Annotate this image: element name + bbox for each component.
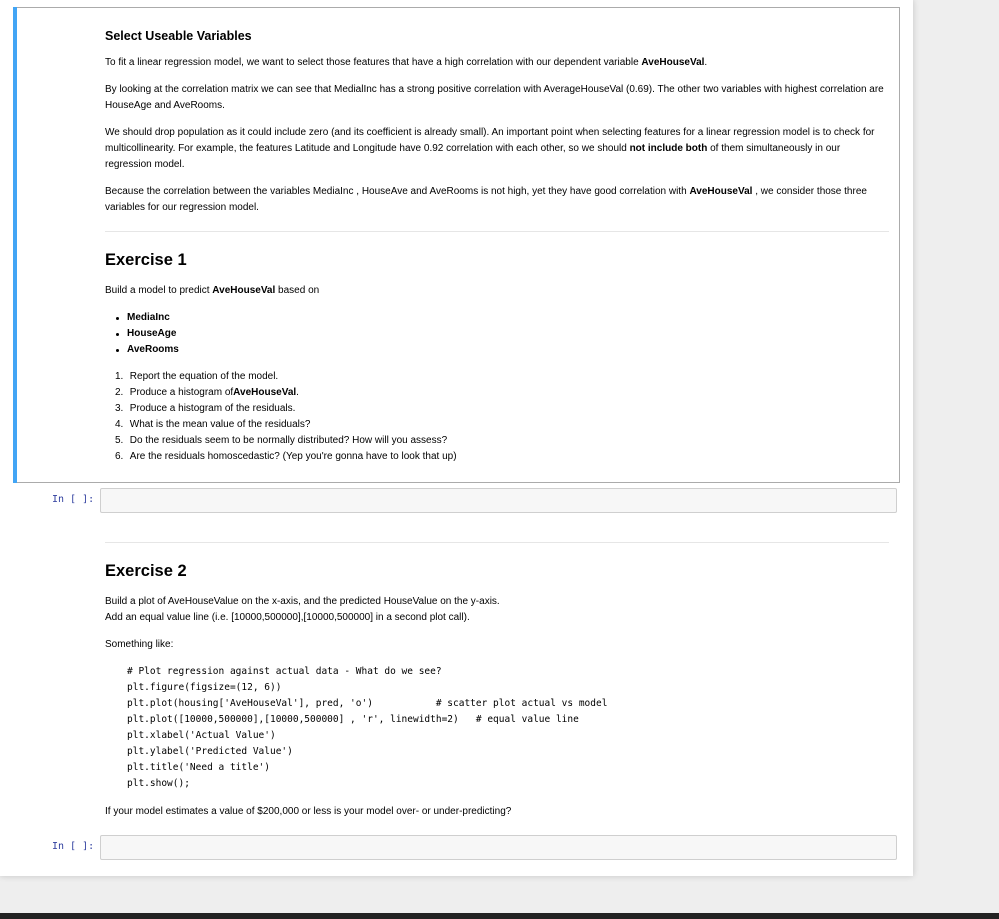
paragraph-2: By looking at the correlation matrix we can see that MedialInc has a strong positive correlation with AverageHouseVal (0.69). The other two variables with highest correlation are HouseAge and AveRooms. [105, 84, 884, 111]
question-text: If your model estimates a value of $200,000 or less is your model over- or under-predicting? [105, 806, 512, 817]
exercise-1-intro: Build a model to predict AveHouseVal based on [105, 285, 320, 296]
example-code-block: # Plot regression against actual data - What do we see? plt.figure(figsize=(12, 6)) plt.plot(housing['AveHouseVal'], pred, 'o') # scatter plot actual vs model plt.plot([10000,500000],[10000,500000] , 'r', linewidth=2) # equal value line plt.xlabel('Actual Value') plt.ylabel('Predicted Value') plt.title('Need a title') plt.show(); [127, 666, 608, 789]
list-item: 3. Produce a histogram of the residuals. [115, 403, 296, 414]
input-prompt-1: In [ ]: [52, 494, 95, 505]
list-item: 2. Produce a histogram of AveHouseVal . [115, 387, 299, 398]
exercise-1-title: Exercise 1 [105, 251, 187, 269]
selected-cell-indicator [13, 7, 17, 483]
code-input-2[interactable] [100, 835, 897, 860]
exercise-2-title: Exercise 2 [105, 562, 187, 580]
section-heading: Select Useable Variables [105, 29, 252, 43]
divider-1 [105, 231, 889, 232]
something-like-label: Something like: [105, 639, 174, 650]
task-list [105, 369, 457, 465]
paragraph-3: We should drop population as it could include zero (and its coefficient is already small). An important point when selecting features for a linear regression model is to check for multicollinearity. For example, the features Latitude and Longitude have 0.92 correlation with each other, so we should not include both of them simultaneously in our regression model. [105, 127, 875, 170]
list-item: MediaInc [127, 310, 179, 326]
list-item: AveRooms [127, 342, 179, 358]
divider-2 [105, 542, 889, 543]
list-item: 5. Do the residuals seem to be normally distributed? How will you assess? [115, 435, 448, 446]
paragraph-1: To fit a linear regression model, we want to select those features that have a high correlation with our dependent variable AveHouseVal. [105, 57, 708, 68]
exercise-2-line-1: Build a plot of AveHouseValue on the x-axis, and the predicted HouseValue on the y-axis. [105, 596, 500, 607]
list-item: HouseAge [127, 326, 179, 342]
input-prompt-2: In [ ]: [52, 841, 95, 852]
feature-list [105, 310, 179, 358]
bottom-border [0, 913, 999, 919]
list-item: 6. Are the residuals homoscedastic? (Yep you're gonna have to look that up) [115, 451, 457, 462]
exercise-2-line-2: Add an equal value line (i.e. [10000,500000],[10000,500000] in a second plot call). [105, 612, 470, 623]
code-input-1[interactable] [100, 488, 897, 513]
list-item: 4. What is the mean value of the residuals? [115, 419, 311, 430]
list-item: 1. Report the equation of the model. [115, 371, 279, 382]
paragraph-4: Because the correlation between the variables MediaInc , HouseAve and AveRooms is not high, yet they have good correlation with AveHouseVal , we consider those three variables for our regression model. [105, 186, 867, 213]
